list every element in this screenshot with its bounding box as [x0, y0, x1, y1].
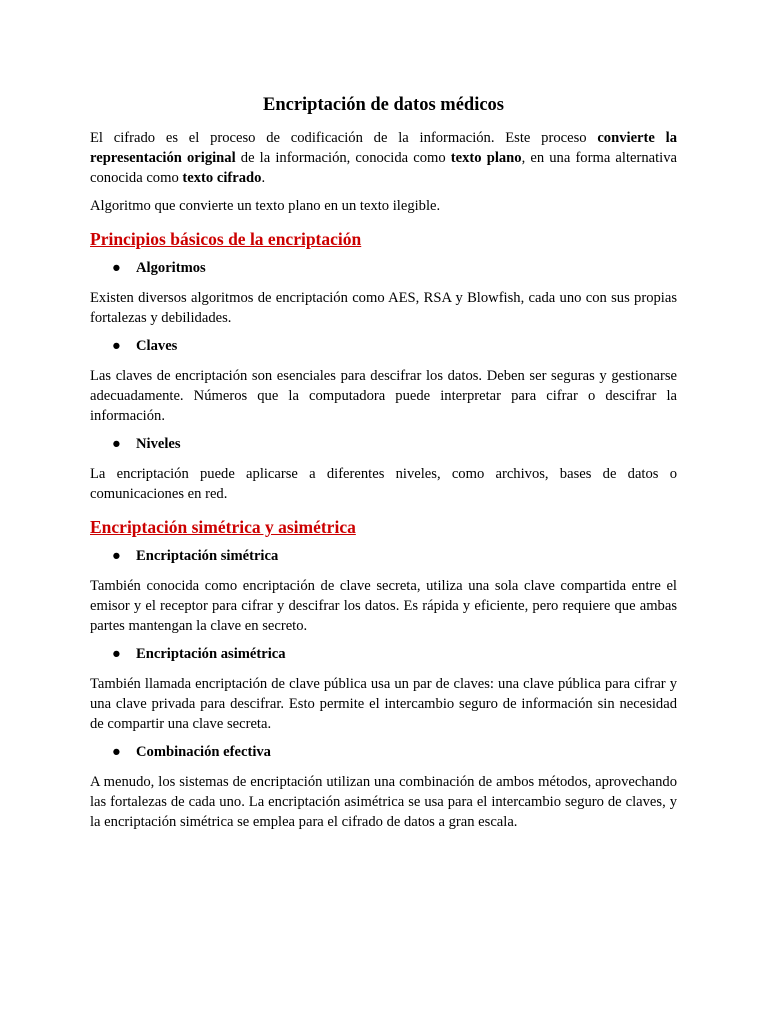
- bullet-icon: ●: [112, 260, 121, 276]
- document-title: Encriptación de datos médicos: [262, 95, 504, 115]
- bullet-label: Algoritmos: [136, 260, 206, 276]
- bullet-item: [90, 336, 677, 356]
- text-segment: El cifrado es el proceso de codificación de la información. Este proceso: [90, 130, 598, 146]
- bullet-label: Combinación efectiva: [136, 744, 271, 760]
- bold-term: convierte la representación original: [90, 130, 677, 166]
- section-heading: Principios básicos de la encriptación: [90, 229, 362, 249]
- bullet-item: [90, 644, 677, 664]
- bullet-paragraph: Existen diversos algoritmos de encriptación como AES, RSA y Blowfish, cada uno con sus propias fortalezas y debilidades.: [90, 290, 677, 326]
- intro-paragraph: [90, 196, 677, 216]
- intro-paragraph: [90, 128, 677, 188]
- text-segment: Algoritmo que convierte un texto plano en un texto ilegible.: [90, 198, 441, 214]
- bullet-label: Encriptación simétrica: [136, 548, 279, 564]
- text-segment: .: [261, 170, 266, 186]
- sections: [90, 228, 677, 832]
- text-segment: de la información, conocida como: [235, 150, 451, 166]
- bullet-item: [90, 742, 677, 762]
- bullet-icon: ●: [112, 646, 121, 662]
- bullet-paragraph: A menudo, los sistemas de encriptación utilizan una combinación de ambos métodos, aprovechando las fortalezas de cada uno. La encriptación asimétrica se usa para el intercambio seguro de claves, y la encriptación simétrica se emplea para el cifrado de datos a gran escala.: [90, 774, 677, 830]
- text-segment: , en una forma alternativa conocida como: [90, 150, 677, 186]
- bullet-icon: ●: [112, 744, 121, 760]
- bullet-icon: ●: [112, 338, 121, 354]
- bullet-paragraph: También conocida como encriptación de clave secreta, utiliza una sola clave compartida entre el emisor y el receptor para cifrar y descifrar los datos. Es rápida y eficiente, pero requiere que ambas partes mantengan la clave en secreto.: [90, 578, 677, 634]
- bullet-paragraph: También llamada encriptación de clave pública usa un par de claves: una clave pública para cifrar y una clave privada para descifrar. Esto permite el intercambio seguro de información sin necesidad de compartir una clave secreta.: [90, 676, 677, 732]
- section-heading: Encriptación simétrica y asimétrica: [90, 517, 356, 537]
- bullet-item: [90, 546, 677, 566]
- bullet-label: Claves: [136, 338, 178, 354]
- intro: [90, 128, 677, 216]
- document-body: [90, 93, 677, 840]
- bullet-label: Niveles: [136, 436, 181, 452]
- bullet-label: Encriptación asimétrica: [136, 646, 286, 662]
- bullet-icon: ●: [112, 436, 121, 452]
- bold-term: texto plano: [450, 150, 522, 166]
- bullet-paragraph: La encriptación puede aplicarse a diferentes niveles, como archivos, bases de datos o comunicaciones en red.: [90, 466, 677, 502]
- bullet-icon: ●: [112, 548, 121, 564]
- bullet-item: [90, 434, 677, 454]
- bold-term: texto cifrado: [182, 170, 262, 186]
- bullet-item: [90, 258, 677, 278]
- bullet-paragraph: Las claves de encriptación son esenciales para descifrar los datos. Deben ser seguras y gestionarse adecuadamente. Números que la computadora puede interpretar para cifrar o descifrar la información.: [90, 368, 677, 424]
